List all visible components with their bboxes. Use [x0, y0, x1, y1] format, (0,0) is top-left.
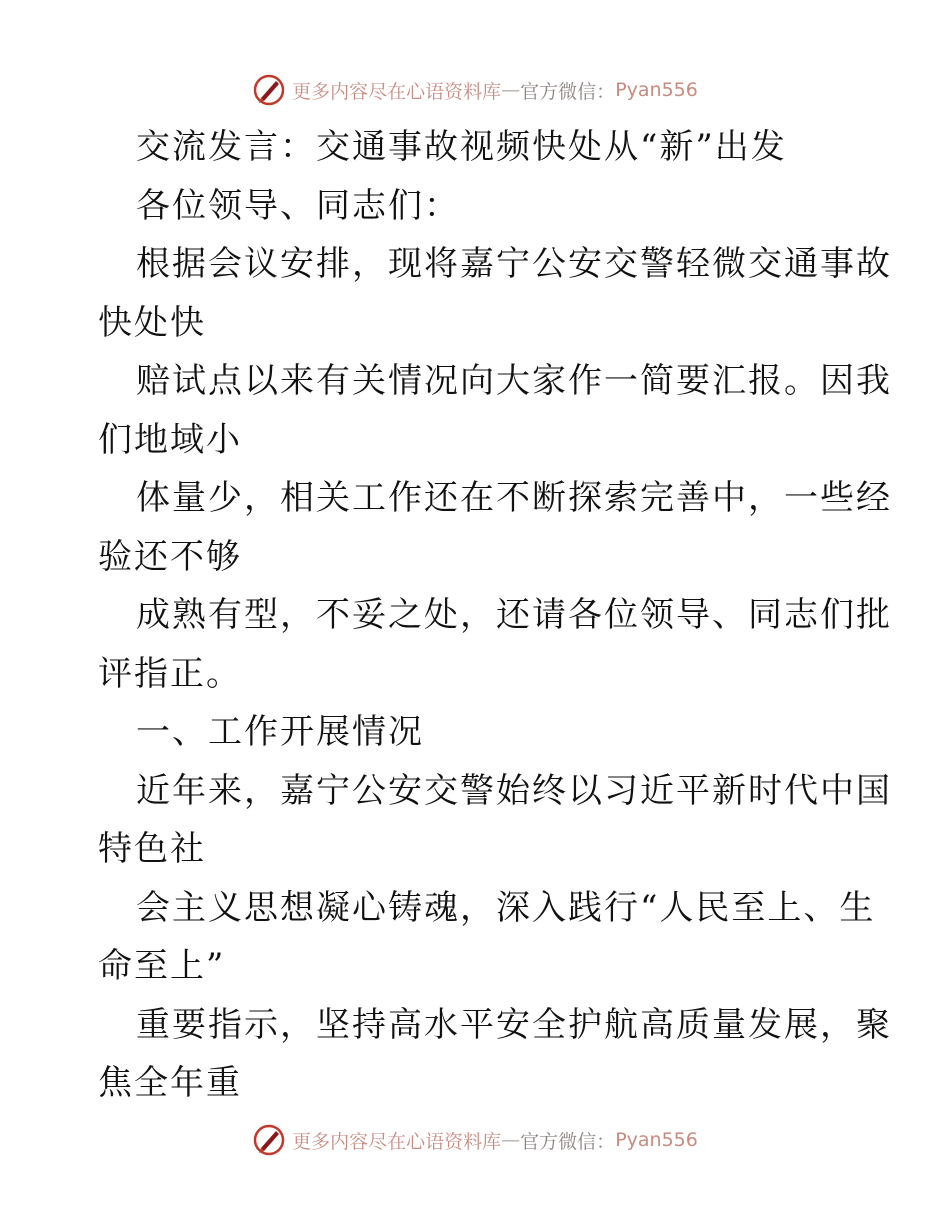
- text-line: 成熟有型，不妥之处，还请各位领导、同志们批: [136, 595, 892, 635]
- text-line: 会主义思想凝心铸魂，深入践行“人民至上、生: [136, 887, 876, 928]
- watermark-official-text: 官方微信：: [520, 80, 616, 103]
- text-line: 赔试点以来有关情况向大家作一简要汇报。因我: [136, 361, 892, 401]
- watermark-banner-top: [0, 70, 950, 110]
- text-line: 交流发言：交通事故视频快处从“新”出发: [136, 127, 787, 167]
- text-line: 重要指示，坚持高水平安全护航高质量发展，聚: [136, 1004, 892, 1045]
- document-body: [98, 118, 892, 1113]
- text-line: 一、工作开展情况: [136, 712, 424, 752]
- text-line: 根据会议安排，现将嘉宁公安交警轻微交通事故: [136, 244, 892, 284]
- watermark-banner-bottom: [0, 1120, 950, 1160]
- text-line: 体量少，相关工作还在不断探索完善中，一些经: [136, 478, 892, 518]
- text-line: 焦全年重: [98, 1063, 242, 1103]
- pen-logo-icon: [252, 1123, 286, 1157]
- text-line: 命至上”: [98, 946, 226, 986]
- text-line: 验还不够: [98, 536, 242, 577]
- watermark-wechat-id: Pyan556: [615, 79, 698, 101]
- text-line: 各位领导、同志们：: [136, 185, 460, 226]
- text-line: 特色社: [98, 829, 206, 869]
- watermark-official-text: 官方微信：: [520, 1130, 616, 1153]
- watermark-dash: —: [501, 79, 521, 101]
- text-line: 评指正。: [98, 653, 242, 694]
- watermark-wechat-id: Pyan556: [615, 1129, 698, 1151]
- text-line: 快处快: [98, 302, 206, 343]
- text-line: 近年来，嘉宁公安交警始终以习近平新时代中国: [136, 770, 892, 811]
- watermark-main-text: 更多内容尽在心语资料库: [292, 1130, 502, 1153]
- watermark-main-text: 更多内容尽在心语资料库: [292, 80, 502, 103]
- watermark-dash: —: [501, 1129, 521, 1151]
- pen-logo-icon: [252, 73, 286, 107]
- text-line: 们地域小: [98, 419, 242, 460]
